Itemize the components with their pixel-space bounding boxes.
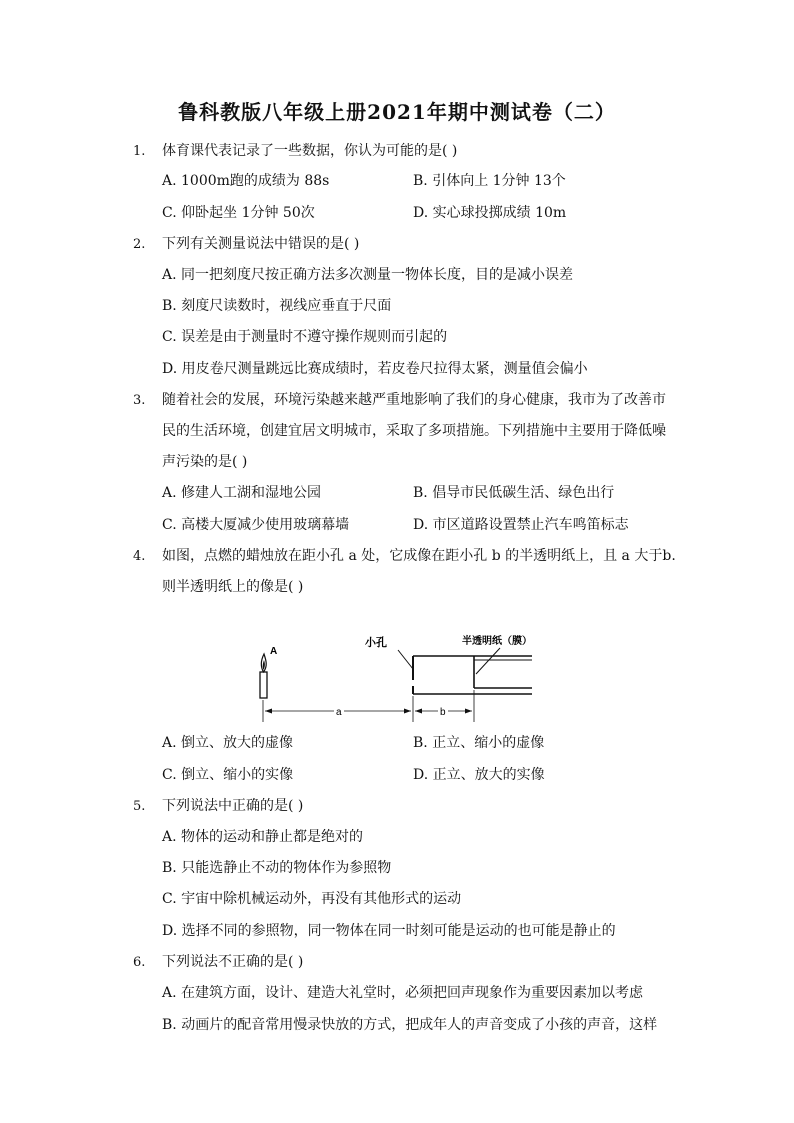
question-number: 1.	[133, 144, 146, 159]
option-d: D. 实心球投掷成绩 10m	[413, 205, 567, 221]
option-b: B. 只能选静止不动的物体作为参照物	[162, 860, 392, 876]
option-a: A. 修建人工湖和湿地公园	[162, 485, 322, 501]
dim-a-label: a	[336, 707, 342, 718]
option-c: C. 倒立、缩小的实像	[162, 767, 294, 783]
question-stem: 下列有关测量说法中错误的是( )	[162, 236, 360, 252]
question-stem: 随着社会的发展，环境污染越来越严重地影响了我们的身心健康，我市为了改善市	[162, 392, 666, 408]
option-c: C. 宇宙中除机械运动外，再没有其他形式的运动	[162, 891, 462, 907]
option-a: A. 在建筑方面，设计、建造大礼堂时，必须把回声现象作为重要因素加以考虑	[162, 985, 644, 1001]
option-b: B. 引体向上 1分钟 13个	[413, 173, 566, 189]
question-stem: 下列说法不正确的是( )	[162, 954, 304, 970]
question-stem: 下列说法中正确的是( )	[162, 798, 304, 814]
option-c: C. 仰卧起坐 1分钟 50次	[162, 205, 315, 221]
dim-b-label: b	[440, 707, 446, 718]
pinhole-diagram	[250, 630, 550, 730]
question-stem: 民的生活环境，创建宜居文明城市，采取了多项措施。下列措施中主要用于降低噪	[162, 423, 666, 439]
option-a: A. 物体的运动和静止都是绝对的	[162, 829, 364, 845]
option-c: C. 误差是由于测量时不遵守操作规则而引起的	[162, 329, 448, 345]
option-a: A. 倒立、放大的虚像	[162, 735, 294, 751]
hole-pointer	[398, 650, 413, 669]
option-d: D. 选择不同的参照物，同一物体在同一时刻可能是运动的也可能是静止的	[162, 923, 616, 939]
arrow-b-right	[465, 709, 472, 714]
question-number: 5.	[133, 799, 146, 814]
option-d: D. 市区道路设置禁止汽车鸣笛标志	[413, 517, 629, 533]
option-b: B. 正立、缩小的虚像	[413, 735, 545, 751]
candle-label: A	[270, 646, 278, 657]
question-stem: 则半透明纸上的像是( )	[162, 579, 304, 595]
hole-label: 小孔	[365, 637, 387, 649]
question-stem: 体育课代表记录了一些数据，你认为可能的是( )	[162, 143, 458, 159]
option-d: D. 用皮卷尺测量跳远比赛成绩时，若皮卷尺拉得太紧，测量值会偏小	[162, 361, 588, 377]
page-title: 鲁科教版八年级上册2021年期中测试卷（二）	[178, 100, 616, 124]
arrow-b-left	[415, 709, 422, 714]
question-number: 3.	[133, 393, 146, 408]
question-stem: 如图，点燃的蜡烛放在距小孔 a 处，它成像在距小孔 b 的半透明纸上，且 a 大于b.	[162, 548, 676, 564]
question-stem: 声污染的是( )	[162, 454, 248, 470]
option-b: B. 动画片的配音常用慢录快放的方式，把成年人的声音变成了小孩的声音，这样	[162, 1017, 658, 1033]
option-a: A. 同一把刻度尺按正确方法多次测量一物体长度，目的是减小误差	[162, 267, 574, 283]
option-b: B. 倡导市民低碳生活、绿色出行	[413, 485, 615, 501]
candle-body	[260, 672, 267, 698]
option-d: D. 正立、放大的实像	[413, 767, 545, 783]
question-number: 6.	[133, 955, 146, 970]
question-number: 4.	[133, 549, 146, 564]
question-number: 2.	[133, 237, 146, 252]
arrow-a-right	[404, 709, 411, 714]
option-b: B. 刻度尺读数时，视线应垂直于尺面	[162, 298, 392, 314]
option-a: A. 1000m跑的成绩为 88s	[162, 173, 330, 189]
screen-label: 半透明纸（膜）	[462, 636, 532, 647]
arrow-a-left	[265, 709, 272, 714]
option-c: C. 高楼大厦减少使用玻璃幕墙	[162, 517, 350, 533]
screen-pointer	[476, 648, 500, 674]
